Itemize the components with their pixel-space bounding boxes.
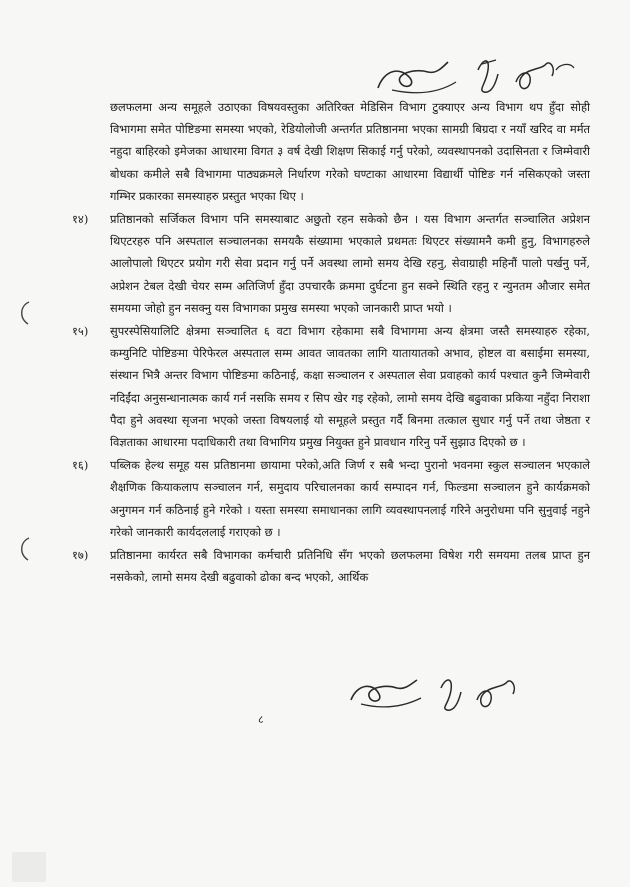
item-number: १४) (72, 212, 89, 227)
list-item (72, 320, 590, 453)
intro-paragraph: छलफलमा अन्य समूहले उठाएका विषयवस्तुका अतिरिक्त मेडिसिन विभाग टुक्याएर अन्य विभाग थप हुँदा सोही विभागमा समेत पोष्टिङमा समस्या भएको, रेडियोलोजी अन्तर्गत प्रतिष्ठानमा भएका सामग्री बिग्रदा र नयाँ खरिद वा मर्मत नहुदा बाहिरको इमेजका आधारमा विगत ३ वर्ष देखी शिक्षण सिकाई गर्नु परेको, व्यवस्थापनको उदासिनता र जिम्मेवारी बोधका कमीले सबै विभागमा पाठ्यक्रमले निर्धारण गरेको घण्टाका आधारमा विद्यार्थी पोष्टिङ गर्न नसिकएको जस्ता गम्भिर प्रकारका समस्याहरु प्रस्तुत भएका थिए । (110, 100, 590, 203)
document-body (72, 96, 590, 588)
item-number: १७) (72, 548, 89, 563)
item-number: १५) (72, 324, 89, 339)
margin-bracket-mark (16, 300, 32, 326)
scan-corner-mark (12, 852, 46, 882)
list-item (72, 454, 590, 543)
item-text: पब्लिक हेल्थ समूह यस प्रतिष्ठानमा छायामा परेको,अति जिर्ण र सबै भन्दा पुरानो भवनमा स्कुल सञ्चालन भएकाले शैक्षणिक कियाकलाप सञ्चालन गर्न, समुदाय परिचालनका कार्य सम्पादन गर्न, फिल्डमा सञ्चालन हुने कार्यक्रमको अनुगमन गर्न कठिनाई हुने गरेको । यस्ता समस्या समाधानका लागि व्यवस्थापनलाई गरिने अनुरोधमा पनि सुनुवाई नहुने गरेको जानकारी कार्यदललाई गराएको छ । (110, 458, 590, 539)
item-number: १६) (72, 458, 89, 473)
list-item (72, 544, 590, 588)
item-text: सुपरस्पेसियालिटि क्षेत्रमा सञ्चालित ६ वटा विभाग रहेकामा सबै विभागमा अन्य क्षेत्रमा जस्तै समस्याहरु रहेका, कम्युनिटि पोष्टिङमा पेरिफेरल अस्पताल सम्म आवत जावतका लागि यातायातको अभाव, होष्टल वा बसाईमा समस्या, संस्थान भित्रै अन्तर विभाग पोष्टिङमा कठिनाई, कक्षा सञ्चालन र अस्पताल सेवा प्रवाहको कार्य पश्चात कुनै जिम्मेवारी नदिईंदा अनुसन्धानात्मक कार्य गर्न नसकि समय र सिप खेर गइ रहेको, लामो समय देखि बढुवाका प्रकिया नहुँदा निराशा पैदा हुने अवस्था सृजना भएको जस्ता विषयलाई यो समूहले प्रस्तुत गर्दै बिनमा तत्काल सुधार गर्नु पर्ने तथा जेष्ठता र विज्ञताका आधारमा पदाधिकारी तथा विभागिय प्रमुख नियुक्त हुने प्रावधान गरिनु पर्ने सुझाउ दिएको छ । (110, 324, 590, 450)
item-text: प्रतिष्ठानमा कार्यरत सबै विभागका कर्मचारी प्रतिनिधि सँग भएको छलफलमा विषेश गरी समयमा तलब प्राप्त हुन नसकेको, लामो समय देखी बढुवाको ढोका बन्द भएको, आर्थिक (110, 548, 590, 585)
list-item (72, 208, 590, 319)
item-text: प्रतिष्ठानको सर्जिकल विभाग पनि समस्याबाट अछुतो रहन सकेको छैन । यस विभाग अन्तर्गत सञ्चालित अप्रेशन थिएटरहरु पनि अस्पताल सञ्चालनका समयकै संख्यामा भएकाले प्रथमतः थिएटर संख्यामनै कमी हुनु, विभागहरुले आलोपालो थिएटर प्रयोग गरी सेवा प्रदान गर्नु पर्ने अवस्था लामो समय देखि रहनु, सेवाग्राही महिनौं पालो पर्खनु पर्ने, अप्रेशन टेबल देखी चेयर सम्म अतिजिर्ण हुँदा उपचारकै क्रममा दुर्घटना हुन सक्ने स्थिति रहनु र न्युनतम औजार समेत समयमा जोहो हुन नसक्नु यस विभागका प्रमुख समस्या भएको जानकारी प्राप्त भयो । (110, 212, 590, 315)
margin-bracket-mark (16, 536, 32, 562)
page-number: ८ (258, 713, 264, 726)
signatures-bottom (345, 660, 545, 720)
